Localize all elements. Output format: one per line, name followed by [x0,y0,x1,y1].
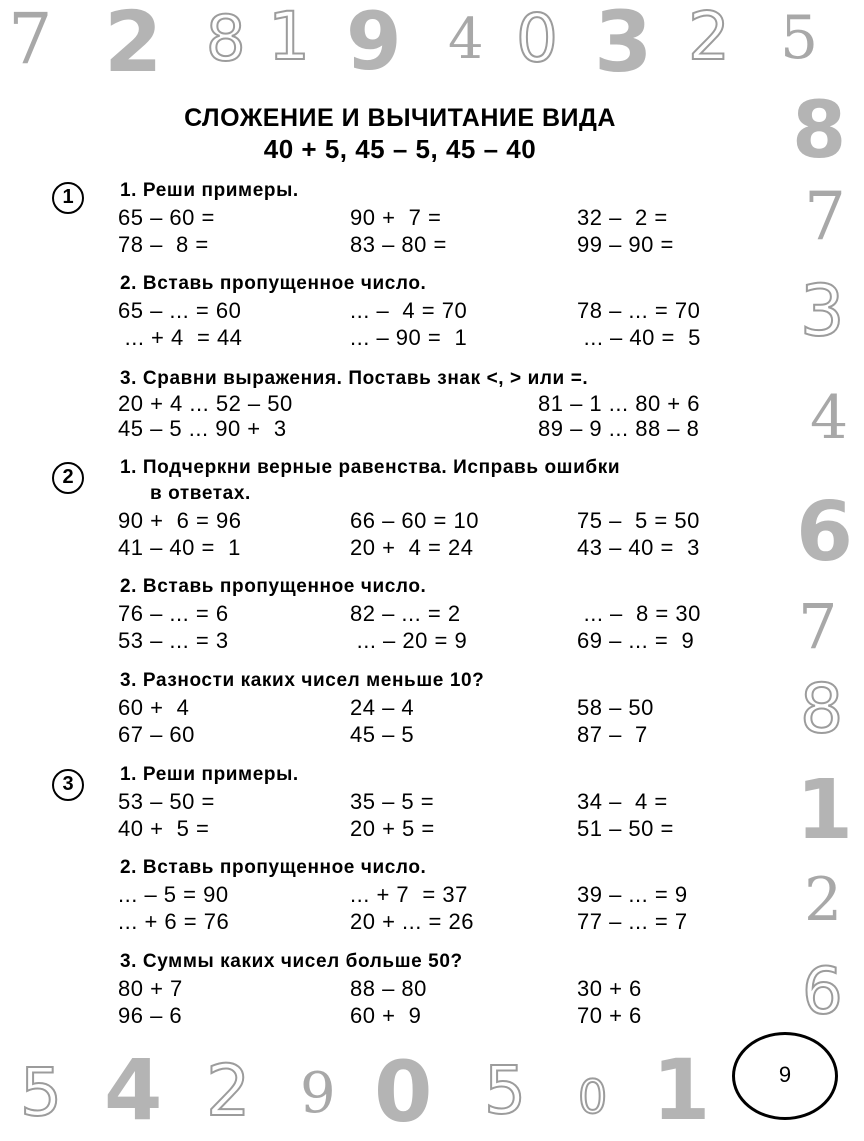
deco-digit: 0 [374,1043,433,1141]
deco-digit: 2 [804,865,843,935]
deco-digit: 9 [346,0,402,88]
expression: 20 + ... = 26 [350,909,474,934]
deco-digit: 5 [20,1054,62,1131]
deco-digit: 2 [688,0,730,75]
expression: 51 – 50 = [577,816,674,841]
expression: 81 – 1 ... 80 + 6 [538,391,701,416]
expression: 20 + 4 ... 52 – 50 [118,391,293,416]
section-number-2: 2 [52,462,84,494]
expression: 87 – 7 [577,722,648,747]
deco-digit: 6 [802,955,843,1029]
expression: 53 – 50 = [118,789,215,814]
expression: ... + 6 = 76 [118,909,230,934]
deco-digit: 0 [578,1070,608,1124]
expression: ... – 4 = 70 [350,298,468,323]
section-number-3: 3 [52,769,84,801]
expression: 20 + 4 = 24 [350,535,474,560]
deco-digit: 7 [804,178,846,255]
page-subtitle: 40 + 5, 45 – 5, 45 – 40 [263,134,537,164]
expression: 58 – 50 [577,695,654,720]
expression: ... – 5 = 90 [118,882,229,907]
expression: ... – 90 = 1 [350,325,468,350]
expression: 90 + 6 = 96 [118,508,242,533]
task-title: 1. Подчеркни верные равенства. Исправь ошибки [120,457,621,478]
deco-digit: 1 [796,763,854,858]
expression: 78 – 8 = [118,232,209,257]
section-number-1: 1 [52,182,84,214]
deco-digit: 8 [206,2,246,75]
deco-digit: 9 [300,1061,336,1126]
deco-digit: 1 [652,1041,711,1139]
expression: 40 + 5 = [118,816,210,841]
expression: 60 + 9 [350,1003,422,1028]
expression: ... – 40 = 5 [577,325,701,350]
task-title: 1. Реши примеры. [120,180,299,201]
page-title: СЛОЖЕНИЕ И ВЫЧИТАНИЕ ВИДА [184,104,616,132]
expression: 99 – 90 = [577,232,674,257]
expression: 66 – 60 = 10 [350,508,479,533]
deco-digit: 4 [810,383,849,453]
task-title: 3. Разности каких чисел меньше 10? [120,670,485,691]
expression: 77 – ... = 7 [577,909,688,934]
expression: 60 + 4 [118,695,190,720]
expression: 90 + 7 = [350,205,442,230]
deco-digit: 4 [448,7,484,72]
expression: ... + 4 = 44 [118,325,243,350]
expression: 83 – 80 = [350,232,447,257]
expression: 78 – ... = 70 [577,298,701,323]
expression: 41 – 40 = 1 [118,535,241,560]
deco-digit: 2 [206,1050,251,1132]
deco-digit: 3 [800,270,845,352]
expression: 82 – ... = 2 [350,601,461,626]
deco-digit: 1 [268,0,310,75]
deco-digit: 6 [796,485,854,580]
deco-digit: 7 [798,590,838,663]
task-title: 2. Вставь пропущенное число. [120,857,427,878]
expression: 39 – ... = 9 [577,882,688,907]
expression: 96 – 6 [118,1003,183,1028]
task-title: 2. Вставь пропущенное число. [120,576,427,597]
deco-digit: 0 [516,0,558,77]
expression: 53 – ... = 3 [118,628,229,653]
deco-digit: 8 [800,670,844,749]
expression: 70 + 6 [577,1003,642,1028]
task-title: 1. Реши примеры. [120,764,299,785]
expression: 89 – 9 ... 88 – 8 [538,416,700,441]
expression: 35 – 5 = [350,789,435,814]
expression: 32 – 2 = [577,205,668,230]
task-title: 3. Сравни выражения. Поставь знак <, > или =. [120,368,589,389]
expression: 30 + 6 [577,976,642,1001]
task-title: 3. Суммы каких чисел больше 50? [120,951,463,972]
deco-digit: 8 [792,86,847,176]
expression: 65 – 60 = [118,205,215,230]
expression: 80 + 7 [118,976,183,1001]
expression: 24 – 4 [350,695,415,720]
expression: 88 – 80 [350,976,427,1001]
expression: 20 + 5 = [350,816,435,841]
task-title-continued: в ответах. [150,483,251,504]
expression: 65 – ... = 60 [118,298,242,323]
expression: ... + 7 = 37 [350,882,468,907]
expression: 75 – 5 = 50 [577,508,700,533]
expression: 43 – 40 = 3 [577,535,700,560]
expression: 76 – ... = 6 [118,601,229,626]
expression: 45 – 5 [350,722,415,747]
expression: ... – 8 = 30 [577,601,701,626]
deco-digit: 4 [104,1041,163,1139]
expression: 69 – ... = 9 [577,628,695,653]
deco-digit: 2 [104,0,163,91]
expression: 67 – 60 [118,722,195,747]
expression: 45 – 5 ... 90 + 3 [118,416,287,441]
expression: 34 – 4 = [577,789,668,814]
deco-digit: 7 [8,0,53,80]
deco-digit: 5 [780,3,819,73]
deco-digit: 3 [594,0,653,91]
expression: ... – 20 = 9 [350,628,468,653]
deco-digit: 5 [484,1052,526,1129]
task-title: 2. Вставь пропущенное число. [120,273,427,294]
page-number: 9 [778,1062,792,1087]
